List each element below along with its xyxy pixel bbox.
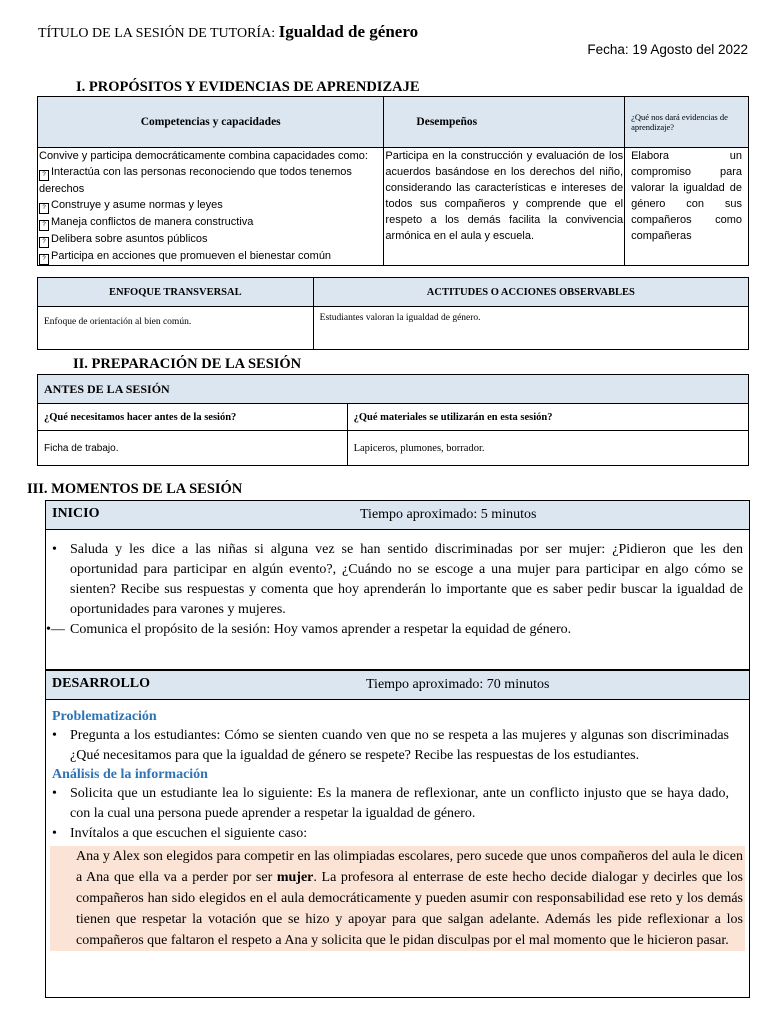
antes-header: ANTES DE LA SESIÓN [38,375,749,404]
preparation-table [37,374,749,466]
list-item: • Pregunta a los estudiantes: Cómo se sienten cuando ven que no se respeta a las mujeres y algunas son discriminadas ¿Qué necesitamos para que la igualdad de género se respete? Recibe las respuestas de los estudiantes. [52,728,729,763]
actitud-cell: Estudiantes valoran la igualdad de género. [313,307,748,350]
bullet-icon: • [52,826,57,841]
checkbox-symbol-icon: ? [39,254,49,265]
competencia-text: Convive y participa democráticamente combina capacidades como: [39,150,368,162]
bullet-icon: • [52,542,57,557]
checkbox-symbol-icon: ? [39,203,49,214]
analisis-heading: Análisis de la información [52,767,208,782]
question-2: ¿Qué materiales se utilizarán en esta sesión? [347,404,748,431]
problematizacion-list [46,726,749,766]
desarrollo-label: DESARROLLO [52,676,151,691]
evidencias-header: ¿Qué nos dará evidencias de aprendizaje? [625,97,749,148]
bullet-icon: • [52,728,57,743]
bullet-icon: •— [46,622,65,637]
answer-2: Lapiceros, plumones, borrador. [347,431,748,466]
desarrollo-time: Tiempo aproximado: 70 minutos [366,677,550,692]
capacidad-item: ? Maneja conflictos de manera constructiva [39,214,382,231]
actitudes-header: ACTITUDES O ACCIONES OBSERVABLES [313,278,748,307]
inicio-list [46,540,749,640]
problematizacion-heading: Problematización [52,709,157,724]
list-item: • Solicita que un estudiante lea lo siguiente: Es la manera de reflexionar, ante un conflicto injusto que se haya dado, con la cual una persona puede aprender a respetar la igualdad de género. [52,786,729,821]
desempenos-header: Desempeños [384,97,625,148]
session-date: Fecha: 19 Agosto del 2022 [587,42,748,57]
desarrollo-header [46,671,749,700]
section1-heading: I. PROPÓSITOS Y EVIDENCIAS DE APRENDIZAJE [76,79,420,95]
case-text: Ana y Alex son elegidos para competir en las olimpiadas escolares, pero sucede que unos compañeros del aula le dicen a Ana que ella va a perder por ser mujer. La profesora al enterrase de este hecho decide dialogar y decirles que los compañeros han sido elegidos en el aula democráticamente y pueden asumir con responsabilidad ese reto y los demás tienen que respetar la votación que se hizo y apoyar para que salgan adelante. Además les pide reflexionar a los compañeros que faltaron el respeto a Ana y solicita que le pidan disculpas por el mal momento que le hicieron pasar. [50,846,745,951]
session-title-main: Igualdad de género [278,22,419,41]
checkbox-symbol-icon: ? [39,170,49,181]
capacidad-item: ? Construye y asume normas y leyes [39,197,382,214]
competencias-cell [38,148,384,266]
capacidad-item: ? Participa en acciones que promueven el bienestar común [39,248,382,265]
bullet-icon: • [52,786,57,801]
competencias-header: Competencias y capacidades [38,97,384,148]
analisis-list [46,784,749,844]
desarrollo-block [45,670,750,998]
purposes-table [37,96,749,266]
enfoque-cell: Enfoque de orientación al bien común. [38,307,314,350]
list-item: • Saluda y les dice a las niñas si alguna vez se han sentido discriminadas por ser mujer: ¿Pidieron que les den oportunidad para participar en algún evento?, ¿Cuándo no se escoge a una mujer para participar en algo cómo se sienten? Recibe sus respuestas y comenta que hoy aprenderán lo importante que es saber pedir buscar la igualdad de oportunidades para varones y mujeres. [52,542,743,617]
section2-heading: II. PREPARACIÓN DE LA SESIÓN [73,356,302,372]
enfoque-table [37,277,749,350]
capacidad-item: ? Delibera sobre asuntos públicos [39,231,382,248]
section3-heading: III. MOMENTOS DE LA SESIÓN [27,481,243,497]
list-item: • Invítalos a que escuchen el siguiente caso: [46,824,729,844]
inicio-time: Tiempo aproximado: 5 minutos [360,507,537,522]
question-1: ¿Qué necesitamos hacer antes de la sesión? [38,404,348,431]
inicio-label: INICIO [52,506,100,521]
session-title-prefix: TÍTULO DE LA SESIÓN DE TUTORÍA: [38,26,276,41]
inicio-block [45,500,750,670]
capacidad-item: ? Interactúa con las personas reconociendo que todos tenemos derechos [39,166,352,195]
evidencia-cell: Elabora un compromiso para valorar la igualdad de género con sus compañeros como compañeras [625,148,749,266]
answer-1: Ficha de trabajo. [38,431,348,466]
enfoque-header: ENFOQUE TRANSVERSAL [38,278,314,307]
inicio-header [46,501,749,530]
checkbox-symbol-icon: ? [39,237,49,248]
session-title [38,22,418,42]
list-item: •— Comunica el propósito de la sesión: Hoy vamos aprender a respetar la equidad de género. [46,620,743,640]
checkbox-symbol-icon: ? [39,220,49,231]
desempeno-cell: Participa en la construcción y evaluación de los acuerdos basándose en los derechos del niño, considerando las características e intereses de todos sus compañeros y comprende que el respeto a los demás facilita la convivencia armónica en el aula y escuela. [384,148,625,266]
